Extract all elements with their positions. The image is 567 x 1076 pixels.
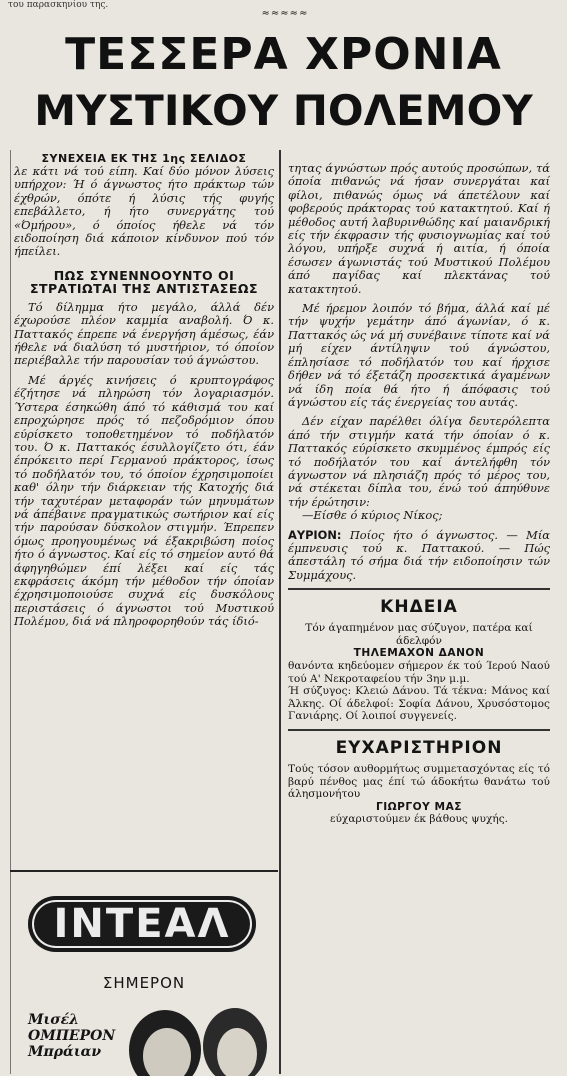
ornament-divider: ≈≈≈≈≈ [261,8,309,19]
headline-line-1: ΤΕΣΣΕΡΑ ΧΡΟΝΙΑ [65,29,502,80]
left-column [14,150,274,629]
thanks-notice-line: εύχαριστούμεν έκ βάθους ψυχής. [329,813,509,826]
section-rule [288,729,550,731]
thanks-notice [288,737,550,826]
right-column [288,162,550,826]
next-episode-text: Ποίος ήτο ό άγνωστος. — Μία έμπνευσις τού κ. Παττακού. — Πώς άπεστάλη τό σήμα διά τήν ειδοποίησιν τών Συμμάχους. [288,527,550,582]
funeral-notice [288,596,550,723]
article-paragraph: Μέ άργές κινήσεις ό κρυπτογράφος έζήτησε νά πληρώση τόν λογαριασμόν. Ύστερα έσηκώθη άπό τό κάθισμά του καί επροχώρησε πρός τό πεζοδρόμιον όπου εύρίσκετο τοποθετημένον τό ποδήλατόν του. Ό κ. Παττακός έσυλλογίζετο ότι, έάν έπρόκειτο περί Γερμανού πράκτορος, ίσως τό ποδήλατόν του, τό όποίον έχρησιμοποίει καθ' όλην τήν διάρκειαν τής Κατοχής διά τήν ταχυτέραν μεταφοράν τών μηνυμάτων νά άπέβαινε πραγματικώς σωτήριον καί είς τήν παρούσαν δύσκολον στιγμήν. Έπρεπεν όμως προηγουμένως νά έξακριβώση ποίος ήτο ό άγνωστος. Καί είς τό σημείον αυτό θά άφηγηθώμεν έπί λέξει καί είς τάς εκφράσεις άκόμη τήν μέθοδον τήν όποίαν έχρησιμοποιούσε συχνά είς δυσκόλους περιστάσεις ό άγνωστοι τού Μυστικού Πολέμου, διά νά πληροφορηθούν τάς ίδιό- [14,372,274,629]
thanks-notice-title: ΕΥΧΑΡΙΣΤΗΡΙΟΝ [335,737,503,758]
thanks-notice-name: ΓΙΩΡΓΟΥ ΜΑΣ [375,800,463,813]
article-paragraph: Μέ ήρεμον λοιπόν τό βήμα, άλλά καί μέ τήν ψυχήν γεμάτην άπό άγωνίαν, ό κ. Παττακός ώς νά μή συνέβαινε τίποτε καί νά μή είχεν άντίληψιν τού άγνώστου, έπλησίασε τό ποδήλατόν του καί ήρχισε δήθεν νά τό έξετάζη προσεκτικά άγαμένων νά ίδη ποία θά ήτο ή άπόφασις τού άγνώστου είς τάς ένεργείας του αυτάς. [288,301,550,409]
funeral-notice-name: ΤΗΛΕΜΑΧΟΝ ΔΑΝΟΝ [353,647,485,660]
advertisement [10,870,278,1076]
ad-actor-names: Μισέλ ΟΜΠΕΡΟΝ Μπράιαν [28,1012,116,1060]
cinema-logo: ΙΝΤΕΑΛ [28,896,256,952]
headline-line-2: ΜΥΣΤΙΚΟΥ ΠΟΛΕΜΟΥ [34,86,533,135]
article-paragraph: τητας άγνώστων πρός αυτούς προσώπων, τά όποία πιθανώς νά ήσαν συνεργάται καί φίλοι, πιθανώς όμως νά άπετέλουν καί φοβερούς πράκτορας τού κατακτητού. Καί ή μέθοδος αυτή λαβυρινθώδης καί μαιανδρική είς τήν έκφρασιν τής φυσιογνωμίας καί τού λόγου, υπήρξε συχνά ή αιτία, ή όποία έσωσεν άγωνιστάς τού Μυστικού Πολέμου άπό παγίδας καί πλεκτάνας τού κατακτητού. [288,161,550,296]
funeral-notice-line: Τόν άγαπημένον μας σύζυγον, πατέρα καί άδελφόν [305,622,533,647]
funeral-notice-line: Ή σύζυγος: Κλειώ Δάνου. Τά τέκνα: Μάνος καί Άλκης. Οί άδελφοί: Σοφία Δάνου, Χρυσόστομος Γανιάρης. Οί λοιποί συγγενείς. [288,685,550,723]
article-paragraph: Τό δίλημμα ήτο μεγάλο, άλλά δέν έχωρούσε πλέον καμμία αναβολή. Ό κ. Παττακός έπρεπε νά ένεργήση άμέσως, έάν ήθελε νά διαλύση τό μυστήριον, τό όποίον περιέβαλλε τήν παρουσίαν τού άγνώστου. [14,299,274,368]
next-episode-teaser [288,529,550,583]
article-paragraph: λε κάτι νά τού είπη. Καί δύο μόνον λύσεις υπήρχον: Ή ό άγνωστος ήτο πράκτωρ τών έχθρών, όπότε ή λύσις τής φυγής επεβάλλετο, ή ήτο συνεργάτης τού «Όμήρου», ό όποίος ήθελε νά τόν ειδοποίηση διά κάποιον κίνδυνον πού τόν ήπείλει. [14,164,274,259]
column-divider [279,150,281,1074]
ad-today-label: ΣΗΜΕΡΟΝ [102,974,186,992]
continuation-note: ΣΥΝΕΧΕΙΑ ΕΚ ΤΗΣ 1ης ΣΕΛΙΔΟΣ [41,152,247,165]
next-episode-label: ΑΥΡΙΟΝ: [288,527,342,542]
thanks-notice-line: Τούς τόσον αυθορμήτως συμμετασχόντας είς τό βαρύ πένθος μας έπί τώ άδοκήτω θανάτω τού άλησμονήτου [288,762,550,801]
previous-article-fragment: του παρασκηνίου της. [8,0,109,10]
funeral-notice-title: ΚΗΔΕΙΑ [380,597,458,618]
article-subhead: ΠΩΣ ΣΥΝΕΝΝΟΟΥΝΤΟ ΟΙ ΣΤΡΑΤΙΩΤΑΙ ΤΗΣ ΑΝΤΙΣΤΑΣΕΩΣ [29,267,259,296]
article-paragraph: Δέν είχαν παρέλθει όλίγα δευτερόλεπτα άπό τήν στιγμήν κατά τήν όποίαν ό κ. Παττακός εύρίσκετο σκυμμένος έμπρός είς τό ποδήλατόν του καί άντελήφθη τόν άγνωστον νά πλησιάζη πρός τό μέρος του, νά στέκεται δίπλα του, ένώ τού άπηύθυνε τήν έρώτησιν: [288,414,550,509]
article-paragraph: —Είσθε ό κύριος Νίκος; [302,508,443,523]
section-rule [288,588,550,590]
actors-illustration-icon [105,998,278,1076]
funeral-notice-line: θανόντα κηδεύομεν σήμερον έκ τού Ίερού Ναού τού Α' Νεκροταφείου τήν 3ην μ.μ. [288,659,550,685]
